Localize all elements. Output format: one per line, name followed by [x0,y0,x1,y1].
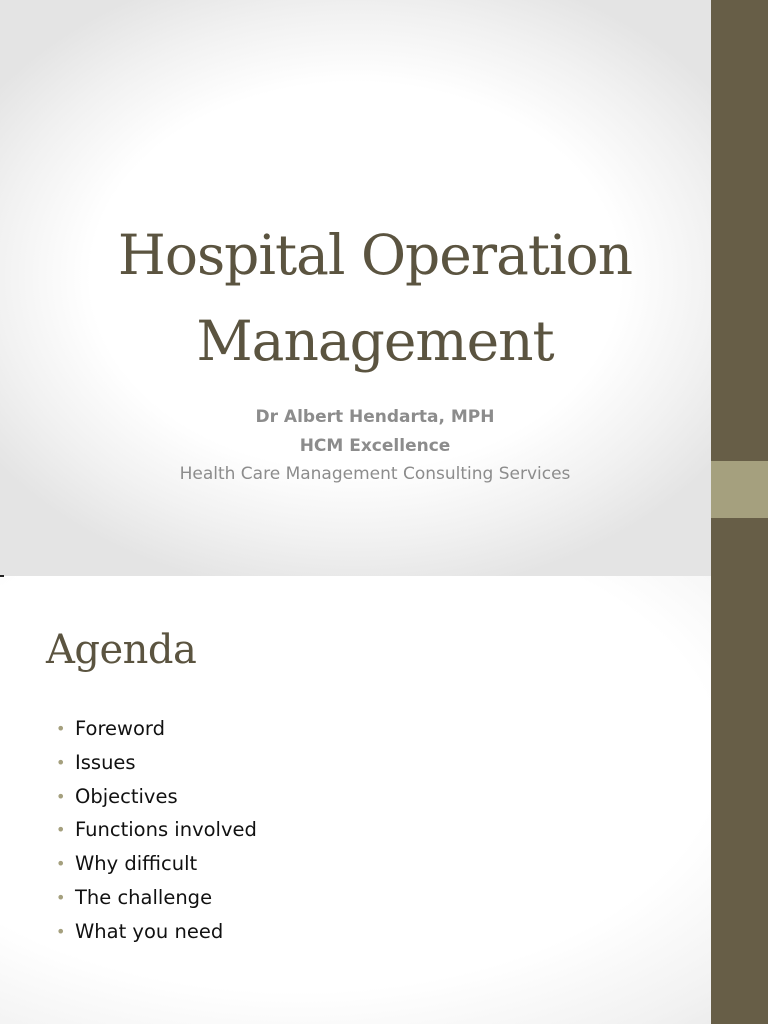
slide-title [40,212,710,384]
slide-divider [0,575,4,577]
author-name: Dr Albert Hendarta, MPH [255,407,495,427]
organization-name: HCM Excellence [299,435,451,456]
sidebar-accent-block [711,461,768,518]
slide-title-line-1: Hospital Operation [117,223,633,287]
slide-title-line-2: Management [196,309,554,373]
bullet-icon: • [56,820,66,840]
organization-tagline: Health Care Management Consulting Services [179,464,571,484]
agenda-heading: Agenda [46,627,197,673]
sidebar-decoration [711,0,768,1024]
agenda-slide [0,576,711,1024]
bullet-icon: • [56,887,66,907]
bullet-icon: • [56,921,66,941]
bullet-icon: • [56,786,66,806]
bullet-icon: • [56,719,66,738]
agenda-item-text: What you need [75,919,224,943]
agenda-item-text: Why difficult [75,852,198,876]
agenda-item-text: Functions involved [75,818,257,842]
bullet-icon: • [56,854,66,874]
agenda-item-text: Objectives [75,784,178,808]
slide-subtitle [40,403,710,489]
bullet-icon: • [56,752,66,772]
agenda-item-text: The challenge [75,885,213,909]
agenda-item-text: Foreword [75,717,165,740]
agenda-item-text: Issues [75,750,136,774]
